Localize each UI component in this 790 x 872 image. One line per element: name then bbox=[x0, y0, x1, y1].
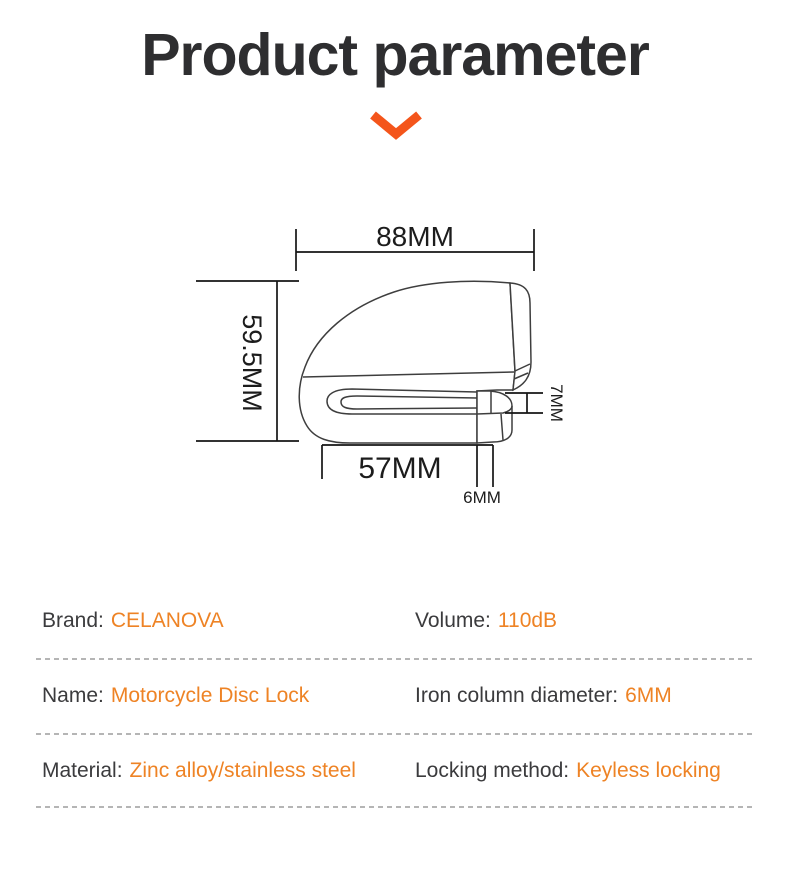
spec-value: 6MM bbox=[625, 684, 672, 707]
row-divider bbox=[36, 806, 755, 808]
row-divider bbox=[36, 658, 755, 660]
dim-bottom-width-label: 57MM bbox=[358, 452, 442, 485]
spec-label: Brand: bbox=[42, 609, 104, 632]
chevron-down-icon bbox=[368, 111, 424, 141]
dim-left-height-label: 59.5MM bbox=[237, 314, 267, 412]
dim-pin-width-label: 6MM bbox=[463, 488, 501, 507]
dim-slot-height-label: 7MM bbox=[547, 384, 566, 422]
page-title: Product parameter bbox=[141, 22, 649, 88]
spec-cell-iron-column-diameter bbox=[415, 680, 672, 712]
spec-cell-volume bbox=[415, 605, 557, 637]
spec-label: Material: bbox=[42, 759, 123, 782]
product-dimension-diagram bbox=[180, 196, 585, 512]
spec-row-brand-volume bbox=[0, 605, 790, 637]
spec-label: Iron column diameter: bbox=[415, 684, 619, 707]
disc-lock-drawing bbox=[180, 196, 585, 512]
spec-value: Motorcycle Disc Lock bbox=[110, 684, 310, 707]
row-divider bbox=[36, 733, 755, 735]
spec-value: Zinc alloy/stainless steel bbox=[129, 759, 356, 782]
spec-label: Volume: bbox=[415, 609, 491, 632]
spec-row-name-diameter bbox=[0, 680, 790, 712]
spec-cell-brand bbox=[42, 605, 224, 637]
spec-value: 110dB bbox=[497, 609, 558, 632]
lock-body-outline bbox=[299, 281, 531, 443]
lock-jaw-block bbox=[477, 391, 512, 443]
chevron-down-glyph bbox=[373, 115, 419, 134]
spec-cell-material bbox=[42, 755, 356, 787]
dim-top-width-label: 88MM bbox=[376, 221, 454, 252]
spec-value: Keyless locking bbox=[576, 759, 721, 782]
spec-label: Name: bbox=[42, 684, 104, 707]
spec-value: CELANOVA bbox=[110, 609, 224, 632]
spec-row-material-locking bbox=[0, 755, 790, 787]
spec-cell-name bbox=[42, 680, 309, 712]
spec-label: Locking method: bbox=[415, 759, 570, 782]
spec-cell-locking-method bbox=[415, 755, 721, 787]
